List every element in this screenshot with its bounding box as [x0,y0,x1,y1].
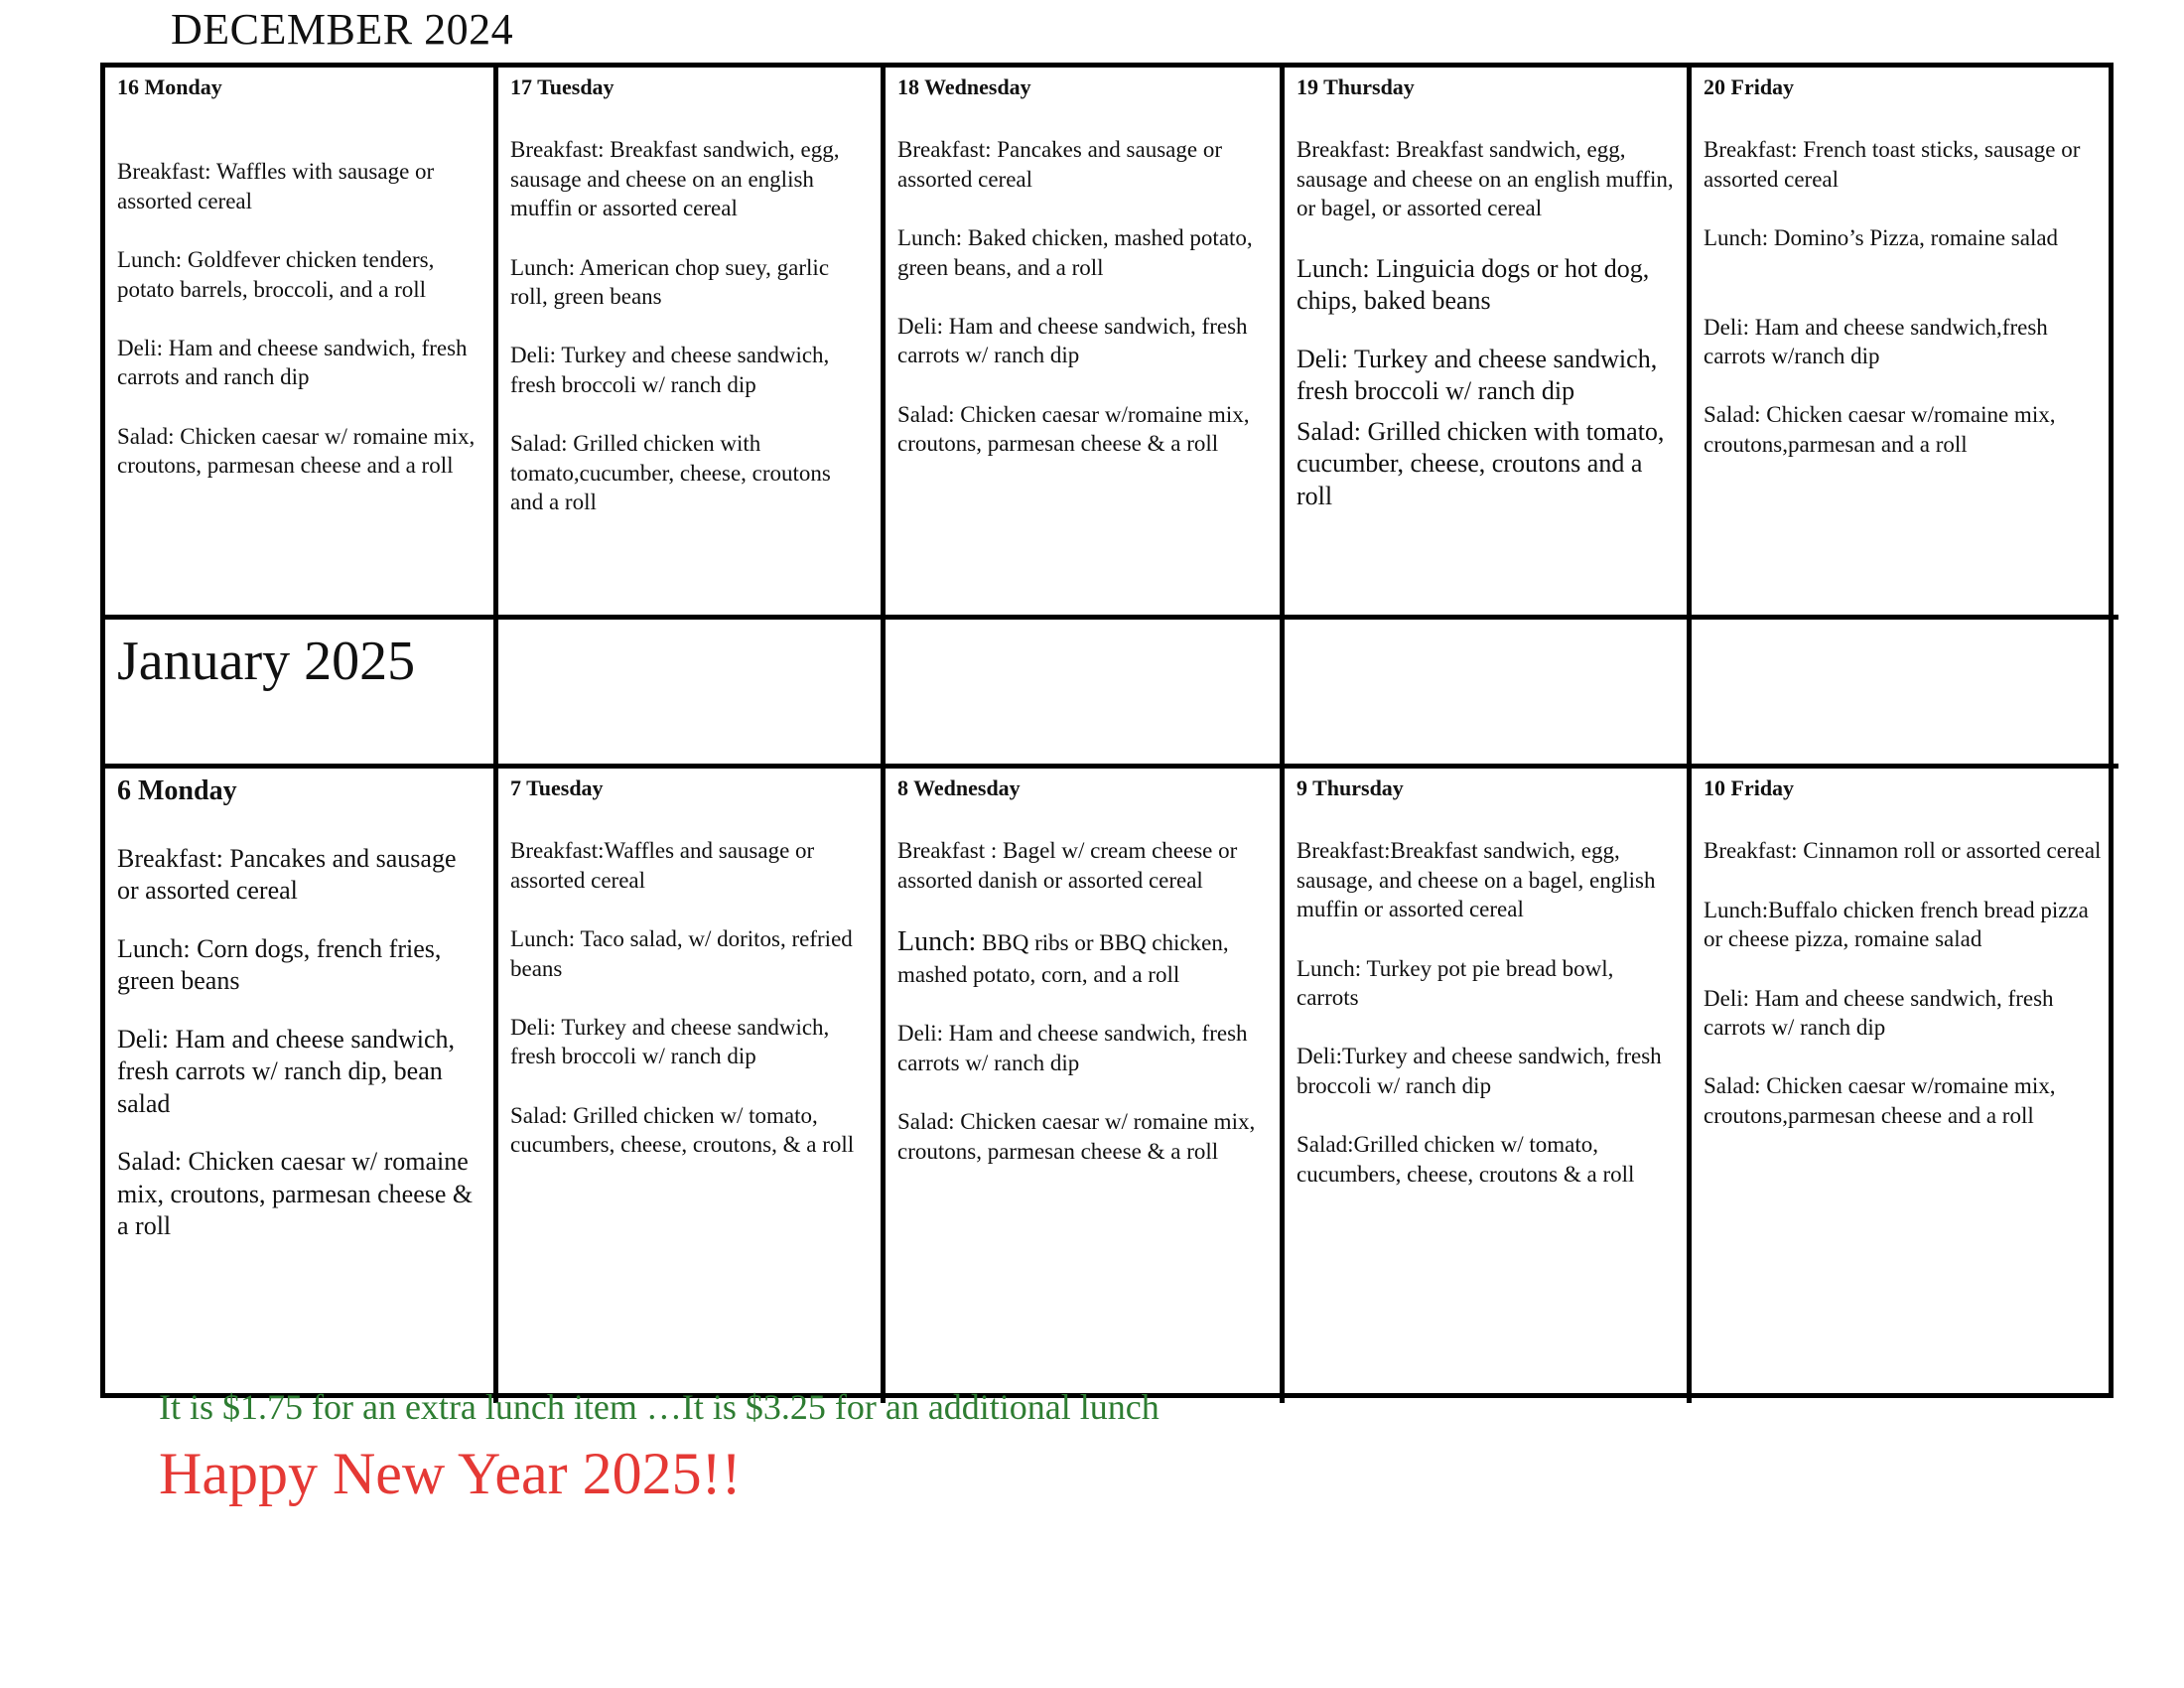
salad-entry: Salad: Chicken caesar w/romaine mix, croutons,parmesan and a roll [1704,402,2056,457]
breakfast-entry: Breakfast: Pancakes and sausage or assorted cereal [117,843,457,906]
deli-entry: Deli: Ham and cheese sandwich, fresh carrots w/ ranch dip, bean salad [117,1024,456,1118]
deli-entry: Deli:Turkey and cheese sandwich, fresh broccoli w/ ranch dip [1297,1044,1662,1098]
january-label-cell [105,620,498,769]
day-cell-dec-18 [886,68,1285,620]
empty-cell [498,620,886,769]
breakfast-entry: Breakfast : Bagel w/ cream cheese or assorted danish or assorted cereal [897,838,1238,893]
deli-entry: Deli: Turkey and cheese sandwich, fresh broccoli w/ ranch dip [510,1014,830,1069]
lunch-lead: Lunch: [897,926,977,958]
day-heading: 20 Friday [1704,74,1795,99]
salad-entry: Salad: Grilled chicken with tomato,cucumber, cheese, croutons and a roll [510,431,831,515]
breakfast-entry: Breakfast: Breakfast sandwich, egg, sausage and cheese on an english muffin, or bagel, or assorted cereal [1297,137,1674,221]
day-cell-dec-16 [105,68,498,620]
salad-entry: Salad:Grilled chicken w/ tomato, cucumbers, cheese, croutons & a roll [1297,1132,1635,1187]
new-year-greeting: Happy New Year 2025!! [159,1441,742,1506]
month-title-year: 2024 [424,5,514,54]
day-cell-dec-17 [498,68,886,620]
day-heading: 18 Wednesday [897,74,1031,99]
deli-entry: Deli: Ham and cheese sandwich,fresh carrots w/ranch dip [1704,314,2048,368]
day-heading: 9 Thursday [1297,775,1404,800]
day-heading: 6 Monday [117,775,237,806]
lunch-entry: Lunch: Taco salad, w/ doritos, refried beans [510,926,853,981]
lunch-entry: Lunch: Baked chicken, mashed potato, green beans, and a roll [897,225,1253,280]
deli-entry: Deli: Ham and cheese sandwich, fresh carrots w/ ranch dip [897,1021,1248,1075]
day-cell-dec-19 [1285,68,1692,620]
price-note: It is $1.75 for an extra lunch item …It is $3.25 for an additional lunch [159,1387,1160,1427]
day-heading: 8 Wednesday [897,775,1021,800]
salad-entry: Salad: Chicken caesar w/romaine mix, croutons, parmesan cheese & a roll [897,401,1250,457]
lunch-entry: Lunch: Corn dogs, french fries, green beans [117,933,442,996]
day-heading: 16 Monday [117,74,222,99]
day-cell-dec-20 [1692,68,2118,620]
day-heading: 19 Thursday [1297,74,1415,99]
salad-entry: Salad: Grilled chicken w/ tomato, cucumbers, cheese, croutons, & a roll [510,1102,855,1158]
salad-entry: Salad: Chicken caesar w/ romaine mix, croutons, parmesan cheese & a roll [117,1147,474,1241]
deli-entry: Deli: Turkey and cheese sandwich, fresh broccoli w/ ranch dip [1297,344,1658,405]
breakfast-entry: Breakfast:Breakfast sandwich, egg, sausage, and cheese on a bagel, english muffin or assorted cereal [1297,838,1656,922]
salad-entry: Salad: Chicken caesar w/romaine mix, croutons,parmesan cheese and a roll [1704,1073,2056,1128]
lunch-entry: Lunch: Linguicia dogs or hot dog, chips, baked beans [1297,253,1650,315]
empty-cell [886,620,1285,769]
empty-cell [1692,620,2118,769]
salad-entry: Salad: Chicken caesar w/ romaine mix, croutons, parmesan cheese and a roll [117,423,476,479]
day-cell-jan-8 [886,769,1285,1403]
deli-entry: Deli: Turkey and cheese sandwich, fresh broccoli w/ ranch dip [510,343,830,397]
breakfast-entry: Breakfast: French toast sticks, sausage or assorted cereal [1704,137,2081,192]
breakfast-entry: Breakfast: Cinnamon roll or assorted cereal [1704,838,2102,864]
month-title [171,4,513,55]
month-title-prefix: DECEMBER [171,5,413,54]
day-heading: 17 Tuesday [510,74,614,99]
breakfast-entry: Breakfast: Pancakes and sausage or assorted cereal [897,137,1222,192]
lunch-text: BBQ ribs or BBQ chicken, mashed potato, corn, and a roll [897,930,1229,987]
day-heading: 7 Tuesday [510,775,604,800]
day-cell-jan-6 [105,769,498,1403]
lunch-entry: Lunch: Goldfever chicken tenders, potato barrels, broccoli, and a roll [117,247,435,302]
lunch-entry: Lunch:Buffalo chicken french bread pizza or cheese pizza, romaine salad [1704,897,2089,952]
deli-entry: Deli: Ham and cheese sandwich, fresh carrots and ranch dip [117,335,468,390]
breakfast-entry: Breakfast:Waffles and sausage or assorted cereal [510,838,815,893]
breakfast-entry: Breakfast: Breakfast sandwich, egg, sausage and cheese on an english muffin or assorted cereal [510,137,840,221]
salad-entry: Salad: Grilled chicken with tomato, cucumber, cheese, croutons and a roll [1297,416,1665,510]
deli-entry: Deli: Ham and cheese sandwich, fresh carrots w/ ranch dip [897,313,1248,368]
lunch-entry: Lunch: Turkey pot pie bread bowl, carrots [1297,955,1614,1010]
day-heading: 10 Friday [1704,775,1795,800]
deli-entry: Deli: Ham and cheese sandwich, fresh carrots w/ ranch dip [1704,985,2054,1040]
lunch-entry [897,924,1268,989]
lunch-entry: Lunch: American chop suey, garlic roll, green beans [510,254,830,309]
lunch-entry: Lunch: Domino’s Pizza, romaine salad [1704,225,2059,251]
day-cell-jan-10 [1692,769,2118,1403]
january-label: January 2025 [117,631,416,692]
breakfast-entry: Breakfast: Waffles with sausage or assorted cereal [117,159,435,213]
empty-cell [1285,620,1692,769]
day-cell-jan-7 [498,769,886,1403]
menu-calendar-grid [100,63,2114,1398]
day-cell-jan-9 [1285,769,1692,1403]
salad-entry: Salad: Chicken caesar w/ romaine mix, croutons, parmesan cheese & a roll [897,1109,1256,1164]
